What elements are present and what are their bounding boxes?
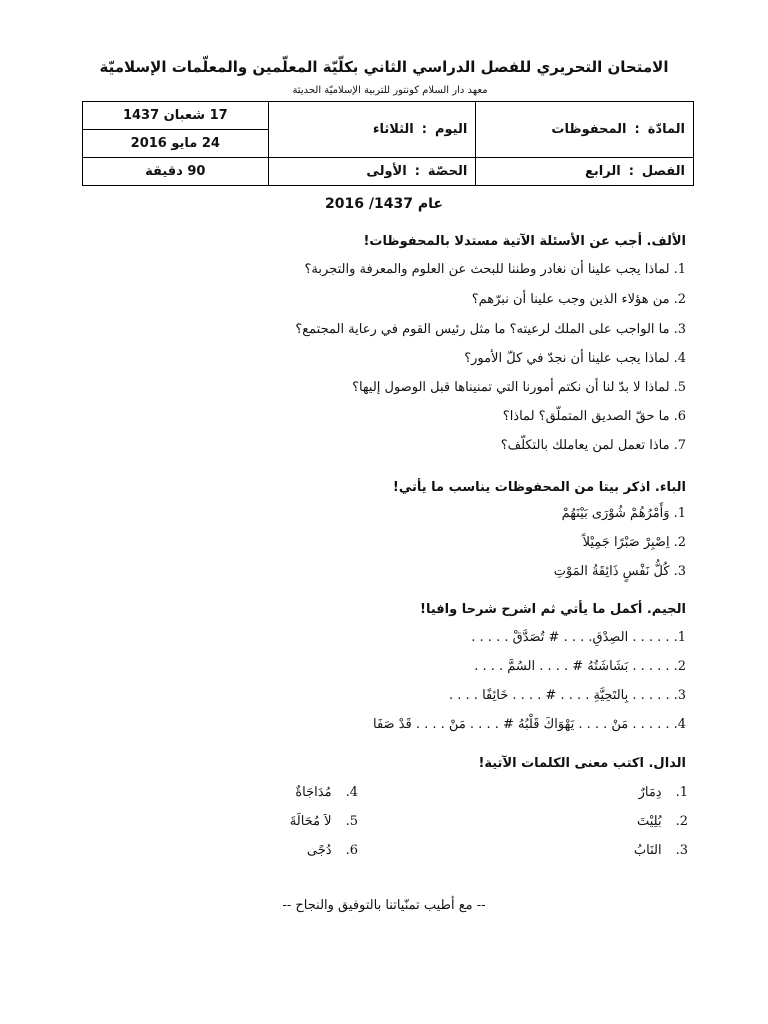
question-text: ماذا تعمل لمن يعاملك بالتكلّف؟ xyxy=(500,438,670,453)
question-item xyxy=(583,535,686,550)
vocab-number: 6. xyxy=(345,843,358,858)
question-text: ما حقّ الصديق المتملّق؟ لماذا؟ xyxy=(502,409,670,424)
question-text: لماذا يجب علينا أن نجدّ في كلّ الأمور؟ xyxy=(464,351,670,366)
vocab-item xyxy=(307,843,358,858)
question-number: 4. xyxy=(673,351,686,366)
section-c-heading: الجيم. أكمل ما يأتي ثم اشرح شرحا وافيا! xyxy=(420,602,686,617)
separator: : xyxy=(628,164,634,179)
duration: 90 دقيقة xyxy=(83,158,269,186)
exam-info-table xyxy=(82,101,694,186)
question-number: 3. xyxy=(673,564,686,579)
question-item xyxy=(305,262,686,277)
day-cell xyxy=(268,102,476,158)
period-label: الحصّة xyxy=(427,164,468,179)
academic-year: عام 1437/ 2016 xyxy=(325,196,443,212)
hijri-date: 17 شعبان 1437 xyxy=(83,102,269,130)
vocab-word: مُدَاجَاةٌ xyxy=(295,785,332,800)
subject-label: المادّة xyxy=(647,122,685,137)
day-value: الثلاثاء xyxy=(372,122,414,137)
question-number: 2. xyxy=(673,659,686,674)
question-item xyxy=(472,292,686,307)
question-text: لماذا لا بدّ لنا أن نكتم أمورنا التي تمنيناها قبل الوصول إليها؟ xyxy=(352,380,670,395)
question-item xyxy=(449,688,686,703)
question-item xyxy=(373,717,686,732)
question-item xyxy=(464,351,686,366)
vocab-word: بُلِيْتَ xyxy=(636,814,662,829)
class-cell xyxy=(476,158,694,186)
question-text: . . . . . بَشَاشَتُهُ # . . . . السُمَّ . . . . xyxy=(474,659,670,674)
class-label: الفصل xyxy=(641,164,685,179)
question-number: 5. xyxy=(673,380,686,395)
section-b-heading: الباء. اذكر بيتا من المحفوظات يناسب ما يأتي! xyxy=(392,480,686,495)
vocab-item xyxy=(295,785,358,800)
vocab-item xyxy=(637,814,688,829)
question-text: اِصْبِرْ صَبْرًا جَمِيْلاً xyxy=(582,535,670,550)
question-text: ما الواجب على الملك لرعيته؟ ما مثل رئيس القوم في رعاية المجتمع؟ xyxy=(295,322,670,337)
vocab-number: 1. xyxy=(675,785,688,800)
separator: : xyxy=(634,122,640,137)
question-number: 1. xyxy=(673,630,686,645)
question-number: 1. xyxy=(673,506,686,521)
question-number: 2. xyxy=(673,535,686,550)
vocab-number: 4. xyxy=(345,785,358,800)
question-number: 2. xyxy=(673,292,686,307)
vocab-word: النَابُ xyxy=(633,843,662,858)
vocab-item xyxy=(290,814,358,829)
question-text: لماذا يجب علينا أن نغادر وطننا للبحث عن العلوم والمعرفة والتجربة؟ xyxy=(304,262,670,277)
question-text: وَأَمْرُهُمْ شُوْرَى بَيْنَهُمْ xyxy=(561,506,670,521)
subject-cell xyxy=(476,102,694,158)
question-number: 1. xyxy=(673,262,686,277)
class-value: الرابع xyxy=(585,164,621,179)
institution-name: معهد دار السلام كونتور للتربية الإسلاميّة الحديثة xyxy=(292,85,488,96)
question-item xyxy=(474,659,686,674)
question-number: 4. xyxy=(673,717,686,732)
vocab-item xyxy=(634,843,688,858)
section-a-heading: الألف. أجب عن الأسئلة الآتية مستدلا بالمحفوظات! xyxy=(363,234,686,249)
question-text: . . . . . بِالتَحِيَّةِ . . . . # . . . . خَائِفًا . . . . xyxy=(449,688,670,703)
vocab-number: 5. xyxy=(345,814,358,829)
question-number: 7. xyxy=(673,438,686,453)
vocab-number: 3. xyxy=(675,843,688,858)
separator: : xyxy=(414,164,420,179)
vocab-word: لاَ مُحَالَةَ xyxy=(289,814,332,829)
question-item xyxy=(503,409,686,424)
separator: : xyxy=(421,122,427,137)
period-value: الأولى xyxy=(366,164,407,179)
question-item xyxy=(295,322,686,337)
question-number: 6. xyxy=(673,409,686,424)
question-number: 3. xyxy=(673,322,686,337)
vocab-number: 2. xyxy=(675,814,688,829)
question-text: كُلُّ نَفْسٍ ذَائِقَةُ المَوْتِ xyxy=(553,564,670,579)
subject-value: المحفوظات xyxy=(551,122,627,137)
vocab-item xyxy=(639,785,688,800)
day-label: اليوم xyxy=(434,122,468,137)
vocab-word: دُجًى xyxy=(306,843,332,858)
question-text: من هؤلاء الذين وجب علينا أن نبرّهم؟ xyxy=(471,292,670,307)
gregorian-date: 24 مايو 2016 xyxy=(83,130,269,158)
question-text: . . . . . مَنْ . . . . يَهْوَاكَ قَلْبُهُ # . . . . مَنْ . . . . قَدْ صَفَا xyxy=(372,717,670,732)
question-number: 3. xyxy=(673,688,686,703)
closing-wishes: -- مع أطيب تمنّياتنا بالتوفيق والنجاح -- xyxy=(282,898,486,913)
exam-title: الامتحان التحريري للفصل الدراسي الثاني بكلّيّة المعلّمين والمعلّمات الإسلاميّة xyxy=(99,58,669,76)
vocab-word: دِمَارٌ xyxy=(638,785,662,800)
period-cell xyxy=(268,158,476,186)
question-item xyxy=(352,380,686,395)
question-item xyxy=(562,506,686,521)
question-item xyxy=(501,438,686,453)
question-text: . . . . . الصِدْقِ. . . . # تُصَدَّقْ . . . . . xyxy=(471,630,670,645)
question-item xyxy=(471,630,686,645)
section-d-heading: الدال. اكتب معنى الكلمات الآتية! xyxy=(478,756,686,771)
question-item xyxy=(554,564,686,579)
